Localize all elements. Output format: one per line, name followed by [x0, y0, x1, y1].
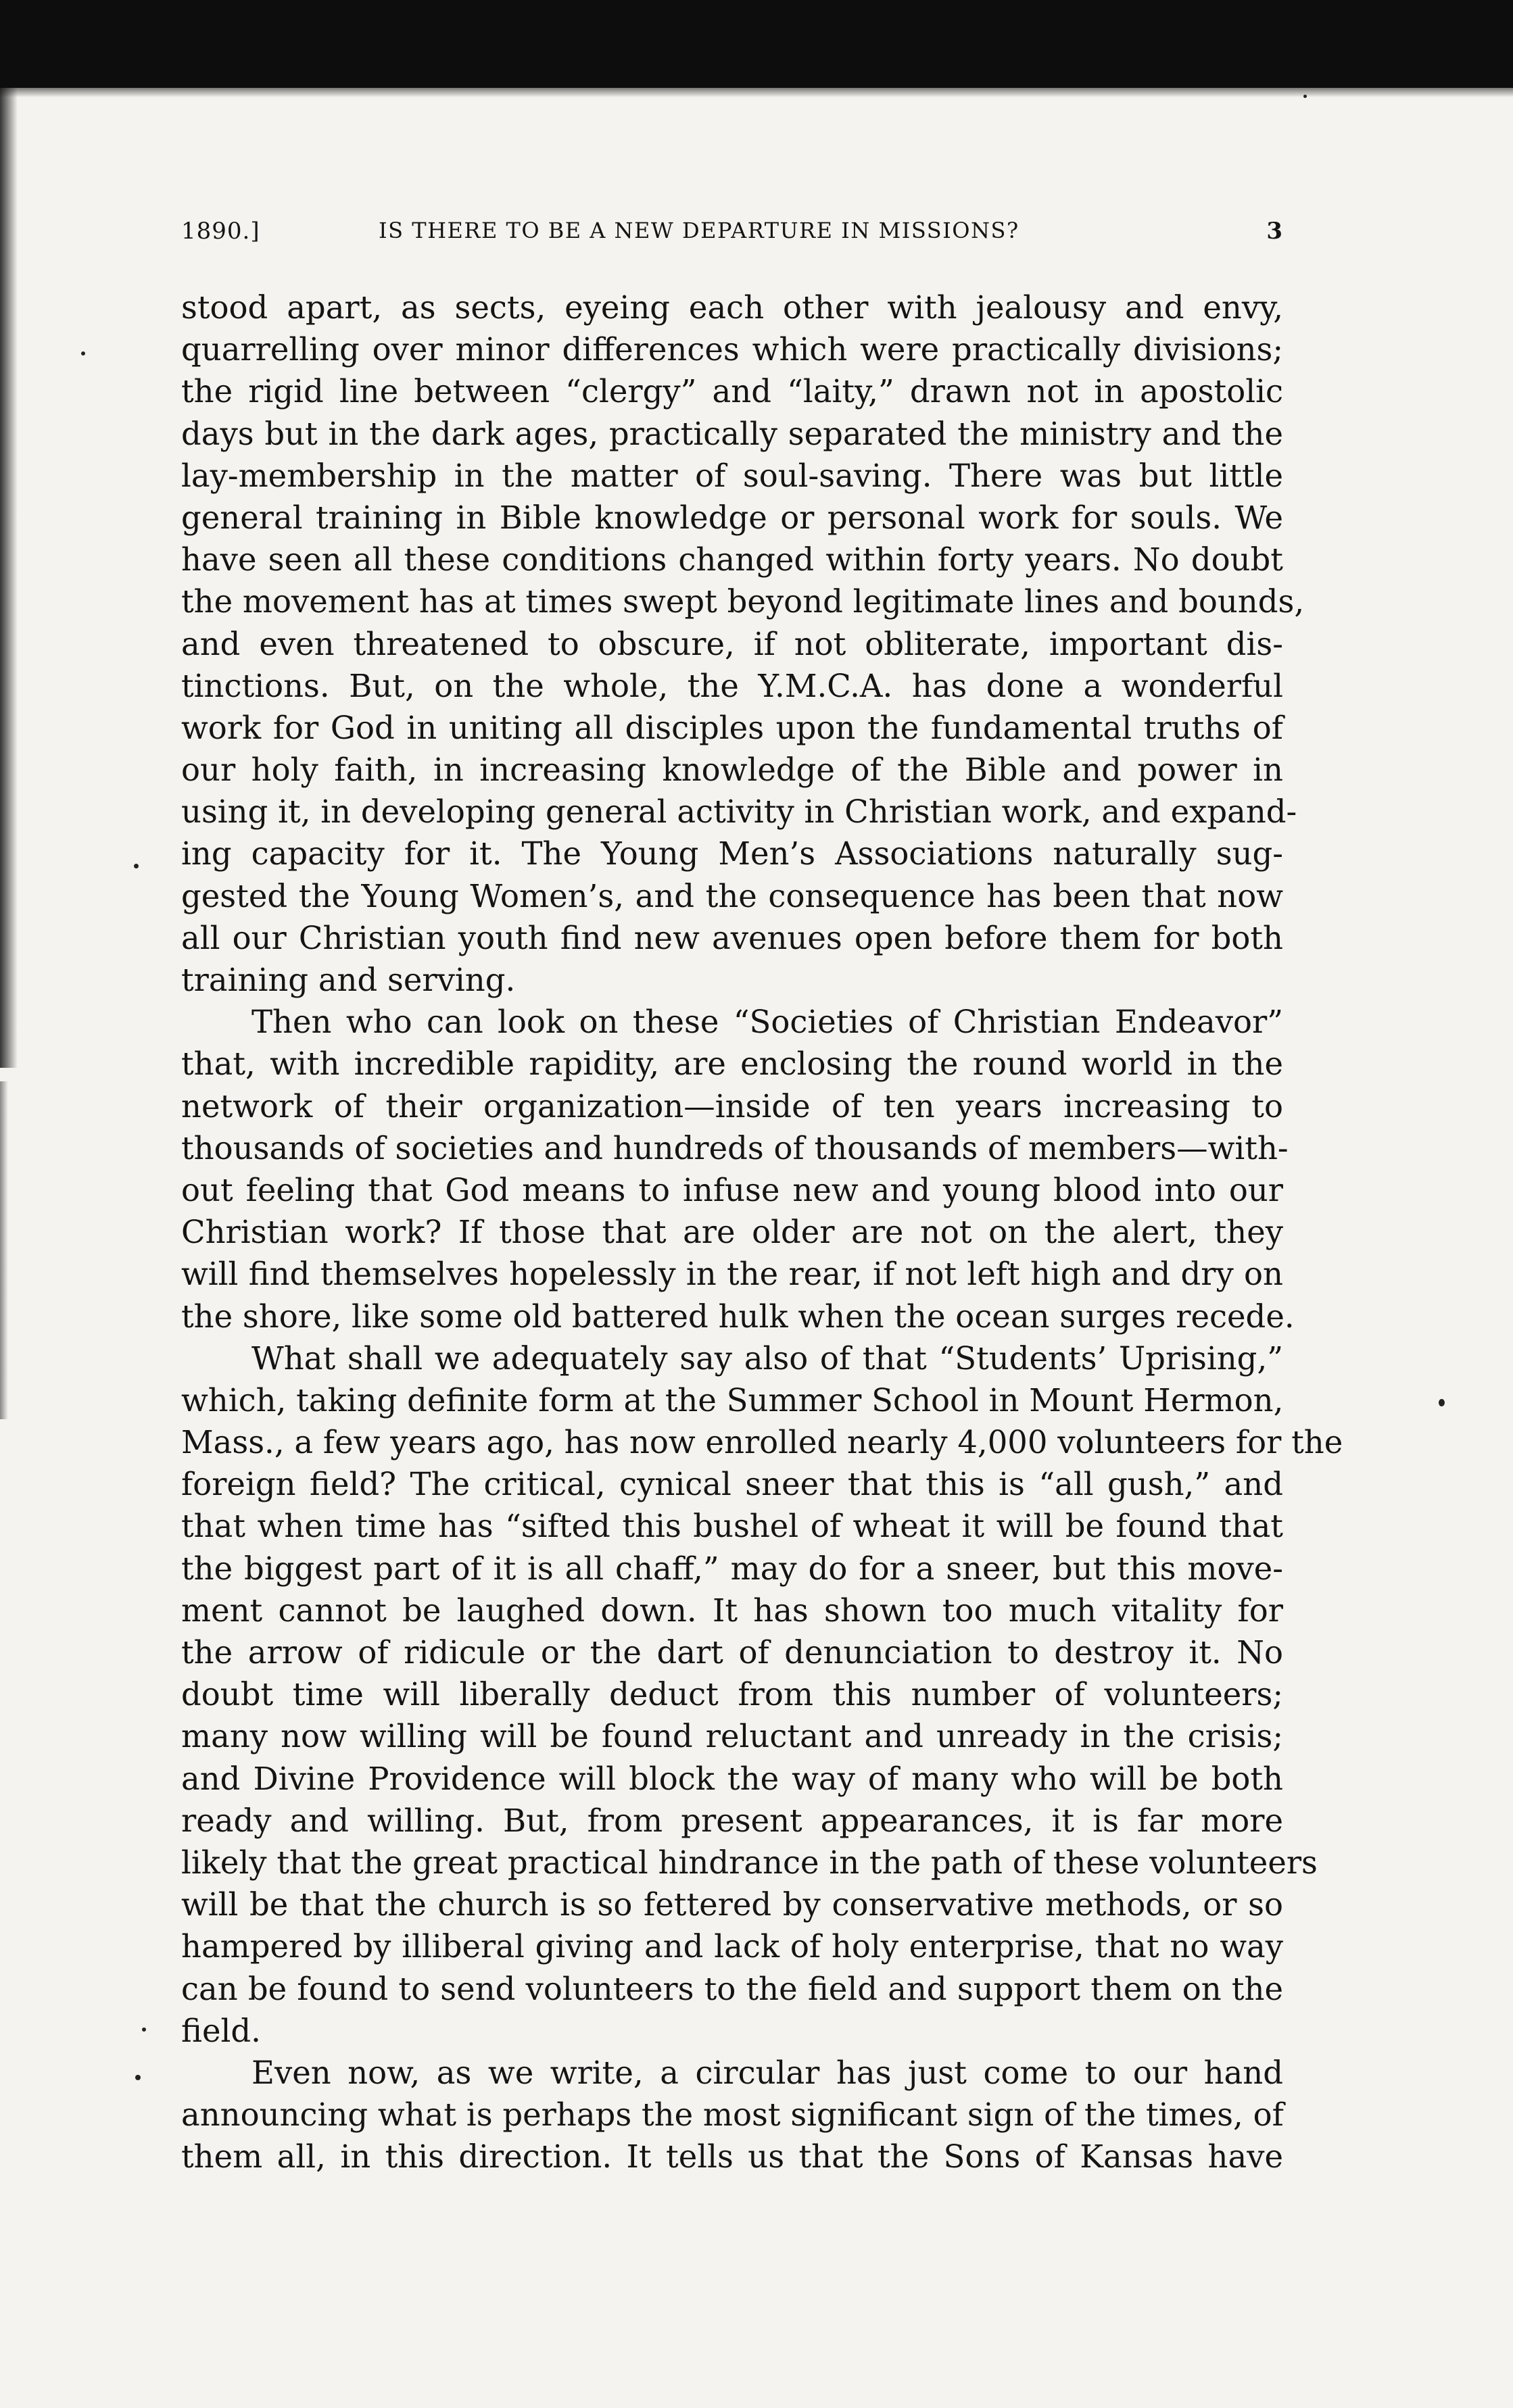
text-line: Even now, as we write, a circular has just come to our hand: [251, 2054, 1283, 2091]
text-line: that when time has “sifted this bushel of wheat it will be found that: [181, 1508, 1283, 1545]
scan-speck: [81, 351, 85, 355]
scan-edge-left: [0, 88, 18, 1068]
running-head-year: 1890.]: [181, 218, 260, 245]
text-line: thousands of societies and hundreds of thousands of members—with-: [181, 1129, 1289, 1166]
text-line: the movement has at times swept beyond legitimate lines and bounds,: [181, 583, 1305, 620]
body-text: [181, 287, 1343, 2178]
text-line: lay-membership in the matter of soul-saving. There was but little: [181, 457, 1283, 494]
text-line: out feeling that God means to infuse new and young blood into our: [181, 1171, 1283, 1208]
text-line: them all, in this direction. It tells us that the Sons of Kansas have: [181, 2138, 1283, 2176]
text-line: which, taking definite form at the Summer School in Mount Hermon,: [181, 1381, 1284, 1419]
text-line: the arrow of ridicule or the dart of denunciation to destroy it. No: [181, 1634, 1283, 1671]
text-line: all our Christian youth find new avenues open before them for both: [181, 919, 1283, 956]
text-line: field.: [181, 2012, 261, 2049]
text-line: hampered by illiberal giving and lack of holy enterprise, that no way: [181, 1928, 1283, 1965]
text-line: Mass., a few years ago, has now enrolled nearly 4,000 volunteers for the: [181, 1424, 1343, 1461]
text-line: general training in Bible knowledge or personal work for souls. We: [181, 499, 1283, 536]
text-line: ready and willing. But, from present appearances, it is far more: [181, 1802, 1283, 1839]
paragraph: [181, 2052, 1283, 2178]
text-line: have seen all these conditions changed within forty years. No doubt: [181, 541, 1283, 579]
text-line: network of their organization—inside of ten years increasing to: [181, 1087, 1283, 1125]
text-line: the rigid line between “clergy” and “laity,” drawn not in apostolic: [181, 373, 1283, 410]
text-line: can be found to send volunteers to the field and support them on the: [181, 1970, 1283, 2007]
scan-speck: [135, 2075, 141, 2080]
text-line: many now willing will be found reluctant and unready in the crisis;: [181, 1718, 1283, 1755]
paragraph: [181, 1001, 1295, 1337]
text-line: quarrelling over minor differences which were practically divisions;: [181, 331, 1283, 368]
scan-border-top-shadow: [0, 80, 1513, 97]
running-head-title: IS THERE TO BE A NEW DEPARTURE IN MISSIONS?: [379, 218, 1019, 243]
scan-speck: [134, 864, 139, 868]
text-line: and Divine Providence will block the way of many who will be both: [181, 1760, 1283, 1797]
text-line: Christian work? If those that are older are not on the alert, they: [181, 1214, 1283, 1251]
text-line: our holy faith, in increasing knowledge of the Bible and power in: [181, 752, 1283, 789]
running-head: [181, 218, 1283, 258]
text-line: the biggest part of it is all chaff,” may do for a sneer, but this move-: [181, 1550, 1283, 1587]
text-line: will be that the church is so fettered by conservative methods, or so: [181, 1886, 1283, 1923]
text-line: days but in the dark ages, practically separated the ministry and the: [181, 415, 1283, 452]
paragraph: [181, 287, 1305, 1001]
scan-speck: [1303, 95, 1307, 98]
scan-speck: [1439, 1399, 1445, 1406]
book-page: [181, 218, 1343, 2178]
text-line: the shore, like some old battered hulk when the ocean surges recede.: [181, 1298, 1295, 1335]
text-line: gested the Young Women’s, and the consequence has been that now: [181, 877, 1283, 914]
page-number: 3: [1266, 218, 1283, 245]
text-line: doubt time will liberally deduct from this number of volunteers;: [181, 1676, 1283, 1713]
text-line: and even threatened to obscure, if not obliterate, important dis-: [181, 625, 1283, 662]
text-line: foreign field? The critical, cynical sneer that this is “all gush,” and: [181, 1466, 1283, 1503]
text-line: What shall we adequately say also of that “Students’ Uprising,”: [251, 1340, 1283, 1377]
scan-speck: [142, 2028, 146, 2032]
text-line: stood apart, as sects, eyeing each other with jealousy and envy,: [181, 289, 1283, 326]
text-line: work for God in uniting all disciples upon the fundamental truths of: [181, 709, 1283, 746]
text-line: will find themselves hopelessly in the rear, if not left high and dry on: [181, 1256, 1283, 1293]
text-line: training and serving.: [181, 962, 516, 998]
paragraph: [181, 1337, 1343, 2052]
text-line: ment cannot be laughed down. It has shown too much vitality for: [181, 1592, 1283, 1629]
scan-border-top: [0, 0, 1513, 88]
scan-edge-left-lower: [0, 1081, 8, 1419]
text-line: that, with incredible rapidity, are enclosing the round world in the: [181, 1046, 1283, 1083]
text-line: likely that the great practical hindrance in the path of these volunteers: [181, 1844, 1318, 1881]
text-line: announcing what is perhaps the most significant sign of the times, of: [181, 2096, 1284, 2134]
text-line: ing capacity for it. The Young Men’s Associations naturally sug-: [181, 835, 1283, 873]
text-line: Then who can look on these “Societies of Christian Endeavor”: [251, 1004, 1283, 1041]
text-line: tinctions. But, on the whole, the Y.M.C.A. has done a wonderful: [181, 667, 1283, 704]
text-line: using it, in developing general activity in Christian work, and expand-: [181, 793, 1297, 831]
